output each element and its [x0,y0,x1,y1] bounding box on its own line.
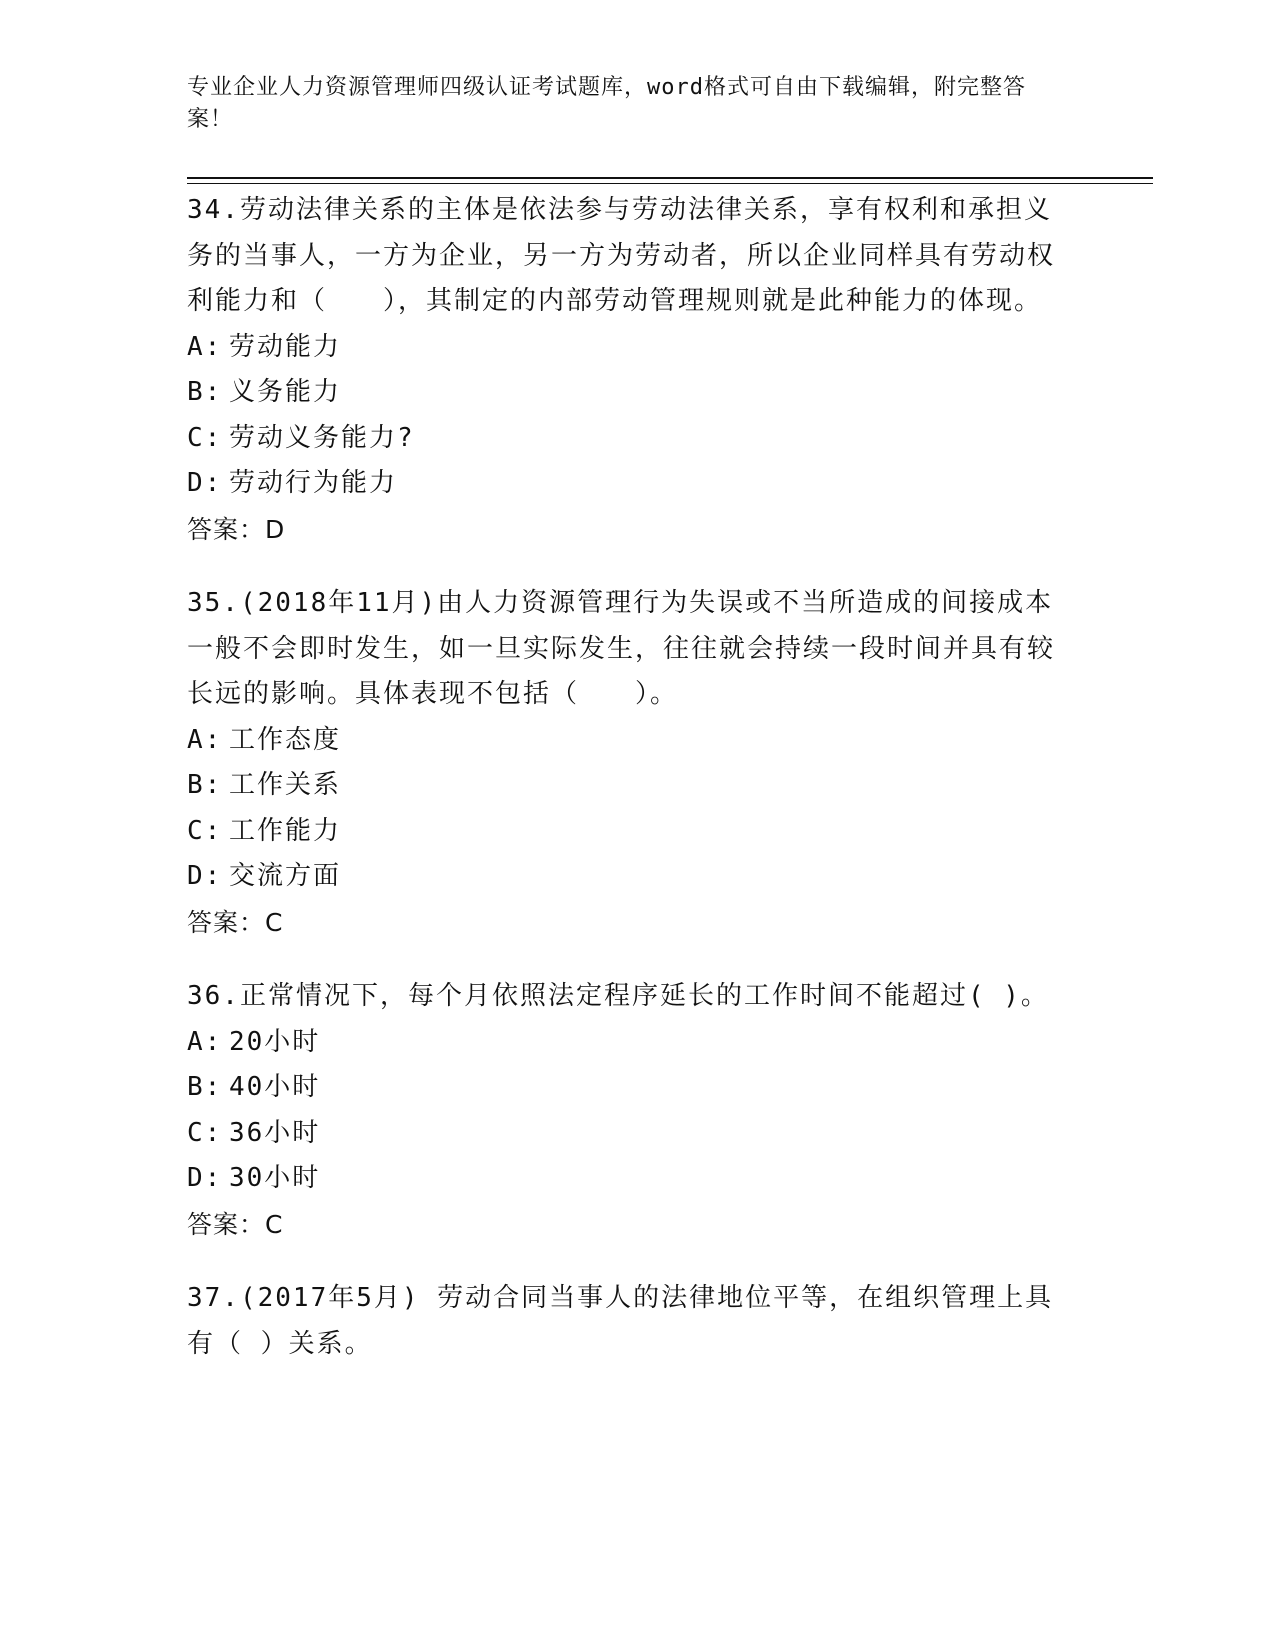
option-text: 20小时 [229,1026,321,1057]
option-text: 交流方面 [229,861,342,891]
option-a [187,325,1077,371]
option-key: A: [187,724,223,755]
header-divider-thick [187,177,1153,179]
option-a [187,1020,1077,1066]
question-35 [187,581,1077,945]
option-text: 40小时 [229,1072,321,1102]
option-a [187,718,1077,764]
option-key: D: [187,468,223,498]
question-36 [187,974,1077,1247]
answer-line: 答案：C [187,907,284,937]
option-c [187,416,1077,462]
answer-line: 答案：D [187,514,286,544]
question-stem: 35.(2018年11月)由人力资源管理行为失误或不当所造成的间接成本一般不会即时发生，如一旦实际发生，往往就会持续一段时间并具有较长远的影响。具体表现不包括（ ）。 [187,588,1056,709]
option-text: 劳动能力 [229,331,342,362]
option-d [187,1156,1077,1202]
option-key: D: [187,861,223,891]
question-37 [187,1276,1077,1367]
option-text: 36小时 [229,1117,321,1148]
question-stem: 34.劳动法律关系的主体是依法参与劳动法律关系，享有权利和承担义务的当事人，一方为企业，另一方为劳动者，所以企业同样具有劳动权利能力和（ ），其制定的内部劳动管理规则就是此种能力的体现。 [187,195,1056,316]
option-text: 义务能力 [229,377,342,407]
option-key: C: [187,1117,223,1148]
question-34 [187,188,1077,552]
option-c [187,1111,1077,1157]
option-text: 工作关系 [229,770,342,800]
option-text: 30小时 [229,1163,321,1193]
option-d [187,854,1077,900]
option-d [187,461,1077,507]
option-key: A: [187,1026,223,1057]
question-stem: 36.正常情况下，每个月依照法定程序延长的工作时间不能超过( )。 [187,981,1049,1011]
option-key: B: [187,770,223,800]
option-b [187,1065,1077,1111]
option-text: 工作能力 [229,815,342,846]
option-key: B: [187,1072,223,1102]
option-text: 劳动义务能力? [229,422,415,453]
option-c [187,809,1077,855]
header-divider-thin [187,183,1153,184]
option-b [187,370,1077,416]
option-b [187,763,1077,809]
option-key: C: [187,422,223,453]
option-text: 劳动行为能力 [229,468,398,498]
question-stem: 37.(2017年5月) 劳动合同当事人的法律地位平等，在组织管理上具有（ ）关系。 [187,1283,1054,1359]
question-list [187,188,1077,1396]
option-key: D: [187,1163,223,1193]
option-key: B: [187,377,223,407]
option-key: C: [187,815,223,846]
option-text: 工作态度 [229,724,342,755]
document-header: 专业企业人力资源管理师四级认证考试题库，word格式可自由下载编辑，附完整答案！ [187,75,1026,132]
option-key: A: [187,331,223,362]
answer-line: 答案：C [187,1209,284,1239]
